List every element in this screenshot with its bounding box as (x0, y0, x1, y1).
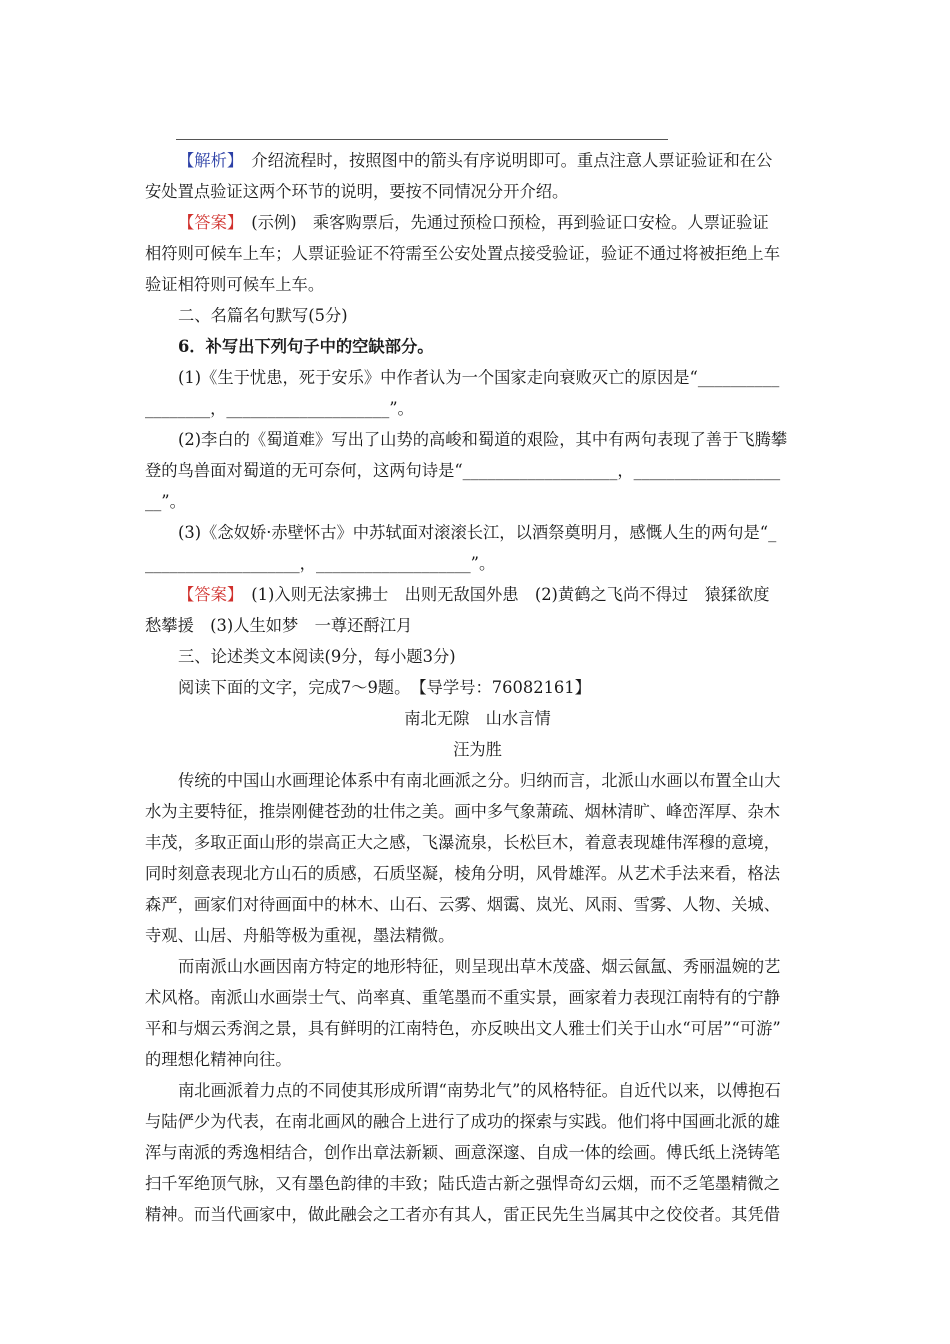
q6-1-line-2: ________，____________________”。 (145, 399, 414, 418)
analysis-line-1: 【解析】 介绍流程时，按照图中的箭头有序说明即可。重点注意人票证验证和在公 (178, 151, 773, 170)
q6-1-line-1: (1)《生于忧患，死于安乐》中作者认为一个国家走向衰败灭亡的原因是“__________ (178, 368, 780, 387)
paragraph-3-line-5: 精神。而当代画家中，做此融会之工者亦有其人，雷正民先生当属其中之佼佼者。其凭借 (145, 1205, 780, 1224)
answer-tag: 【答案】 (178, 213, 235, 232)
article-author: 汪为胜 (453, 740, 502, 759)
q6-2-line-3: __”。 (145, 492, 186, 511)
answer5-line-3: 验证相符则可候车上车。 (145, 275, 325, 294)
paragraph-3-line-4: 扫千军绝顶气脉，又有墨色韵律的丰致；陆氏造古新之强悍奇幻云烟，而不乏笔墨精微之 (145, 1174, 780, 1193)
analysis-line-2: 安处置点验证这两个环节的说明，要按不同情况分开介绍。 (145, 182, 569, 201)
analysis-tag: 【解析】 (178, 151, 235, 170)
q6-2-line-2: 登的鸟兽面对蜀道的无可奈何，这两句诗是“___________________，__________________ (145, 461, 781, 480)
answer6-line-1: 【答案】 (1)入则无法家拂士 出则无敌国外患 (2)黄鹤之飞尚不得过 猿猱欲度 (178, 585, 770, 604)
paragraph-2-line-2: 术风格。南派山水画崇士气、尚率真、重笔墨而不重实景，画家着力表现江南特有的宁静 (145, 988, 780, 1007)
section-3-title: 三、论述类文本阅读(9分，每小题3分) (178, 647, 456, 666)
answer5-line-2: 相符则可候车上车；人票证验证不符需至公安处置点接受验证，验证不通过将被拒绝上车 (145, 244, 780, 263)
article-title: 南北无隙 山水言情 (404, 709, 551, 728)
section-3-intro: 阅读下面的文字，完成7～9题。 【导学号：76082161】 (178, 678, 591, 697)
paragraph-1-line-6: 寺观、山居、舟船等极为重视，墨法精微。 (145, 926, 455, 945)
paragraph-2-line-1: 而南派山水画因南方特定的地形特征，则呈现出草木茂盛、烟云氤氲、秀丽温婉的艺 (178, 957, 781, 976)
paragraph-1-line-1: 传统的中国山水画理论体系中有南北画派之分。归纳而言，北派山水画以布置全山大 (178, 771, 781, 790)
paragraph-2-line-3: 平和与烟云秀润之景，具有鲜明的江南特色，亦反映出文人雅士们关于山水“可居”“可游” (145, 1019, 781, 1038)
top-divider (176, 139, 668, 140)
section-2-title: 二、名篇名句默写(5分) (178, 306, 348, 325)
paragraph-3-line-1: 南北画派着力点的不同使其形成所谓“南势北气”的风格特征。自近代以来，以傅抱石 (178, 1081, 781, 1100)
answer6-line-2: 愁攀援 (3)人生如梦 一尊还酹江月 (145, 616, 413, 635)
paragraph-1-line-3: 丰茂，多取正面山形的崇高正大之感，飞瀑流泉，长松巨木，着意表现雄伟浑穆的意境， (145, 833, 780, 852)
paragraph-2-line-4: 的理想化精神向往。 (145, 1050, 292, 1069)
q6-3-line-1: (3)《念奴娇·赤壁怀古》中苏轼面对滚滚长江，以酒祭奠明月，感慨人生的两句是“_ (178, 523, 777, 542)
q6-2-line-1: (2)李白的《蜀道难》写出了山势的高峻和蜀道的艰险，其中有两句表现了善于飞腾攀 (178, 430, 788, 449)
question-6-stem: 6．补写出下列句子中的空缺部分。 (178, 337, 434, 356)
answer5-line-1: 【答案】 (示例) 乘客购票后，先通过预检口预检，再到验证口安检。人票证验证 (178, 213, 769, 232)
paragraph-3-line-2: 与陆俨少为代表，在南北画风的融合上进行了成功的探索与实践。他们将中国画北派的雄 (145, 1112, 780, 1131)
paragraph-1-line-2: 水为主要特征，推崇刚健苍劲的壮伟之美。画中多气象萧疏、烟林清旷、峰峦浑厚、杂木 (145, 802, 780, 821)
paragraph-1-line-4: 同时刻意表现北方山石的质感，石质坚凝，棱角分明，风骨雄浑。从艺术手法来看，格法 (145, 864, 780, 883)
paragraph-1-line-5: 森严，画家们对待画面中的林木、山石、云雾、烟霭、岚光、风雨、雪雾、人物、关城、 (145, 895, 780, 914)
q6-3-line-2: ___________________，___________________”。 (145, 554, 496, 573)
paragraph-3-line-3: 浑与南派的秀逸相结合，创作出章法新颖、画意深邃、自成一体的绘画。傅氏纸上浇铸笔 (145, 1143, 780, 1162)
answer-tag: 【答案】 (178, 585, 235, 604)
